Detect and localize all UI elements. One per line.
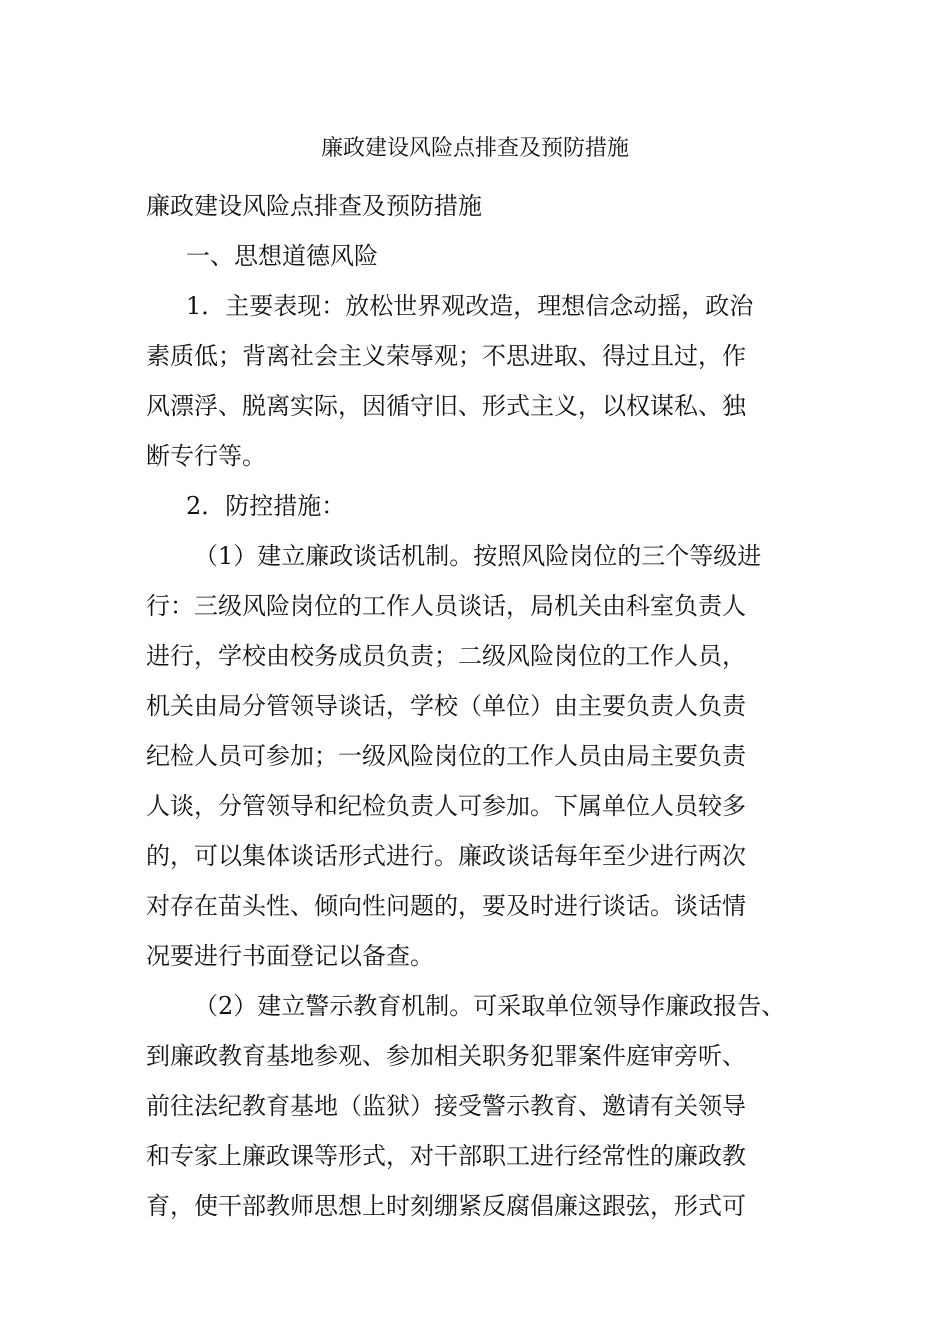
document-title: 廉政建设风险点排查及预防措施 xyxy=(320,136,629,161)
paragraph-line: 况要进行书面登记以备查。 xyxy=(146,942,434,970)
paragraph-line: 对存在苗头性、倾向性问题的，要及时进行谈话。谈话情 xyxy=(146,892,746,920)
paragraph-line: 风漂浮、脱离实际，因循守旧、形式主义，以权谋私、独 xyxy=(146,392,746,420)
paragraph-line: 和专家上廉政课等形式，对干部职工进行经常性的廉政教 xyxy=(146,1142,746,1170)
paragraph-line: 机关由局分管领导谈话，学校（单位）由主要负责人负责 xyxy=(146,692,746,720)
paragraph-line: 的，可以集体谈话形式进行。廉政谈话每年至少进行两次 xyxy=(146,842,746,870)
paragraph-line: （1）建立廉政谈话机制。按照风险岗位的三个等级进 xyxy=(194,542,762,570)
subtitle-line: 廉政建设风险点排查及预防措施 xyxy=(146,192,482,220)
paragraph-line: 前往法纪教育基地（监狱）接受警示教育、邀请有关领导 xyxy=(146,1092,746,1120)
section-heading: 一、思想道德风险 xyxy=(186,242,378,270)
paragraph-line: 进行，学校由校务成员负责；二级风险岗位的工作人员， xyxy=(146,642,746,670)
paragraph-line: 断专行等。 xyxy=(146,442,266,470)
paragraph-line: 到廉政教育基地参观、参加相关职务犯罪案件庭审旁听、 xyxy=(146,1042,746,1070)
document-body xyxy=(146,181,806,1231)
paragraph-line: 人谈，分管领导和纪检负责人可参加。下属单位人员较多 xyxy=(146,792,746,820)
paragraph-line: （2）建立警示教育机制。可采取单位领导作廉政报告、 xyxy=(194,992,786,1020)
paragraph-line: 素质低；背离社会主义荣辱观；不思进取、得过且过，作 xyxy=(146,342,746,370)
subheading-line: 2．防控措施： xyxy=(186,492,346,520)
paragraph-line: 行：三级风险岗位的工作人员谈话，局机关由科室负责人 xyxy=(146,592,746,620)
paragraph-line: 育，使干部教师思想上时刻绷紧反腐倡廉这跟弦，形式可 xyxy=(146,1192,746,1220)
paragraph-line: 1．主要表现：放松世界观改造，理想信念动摇，政治 xyxy=(186,292,754,320)
paragraph-line: 纪检人员可参加；一级风险岗位的工作人员由局主要负责 xyxy=(146,742,746,770)
